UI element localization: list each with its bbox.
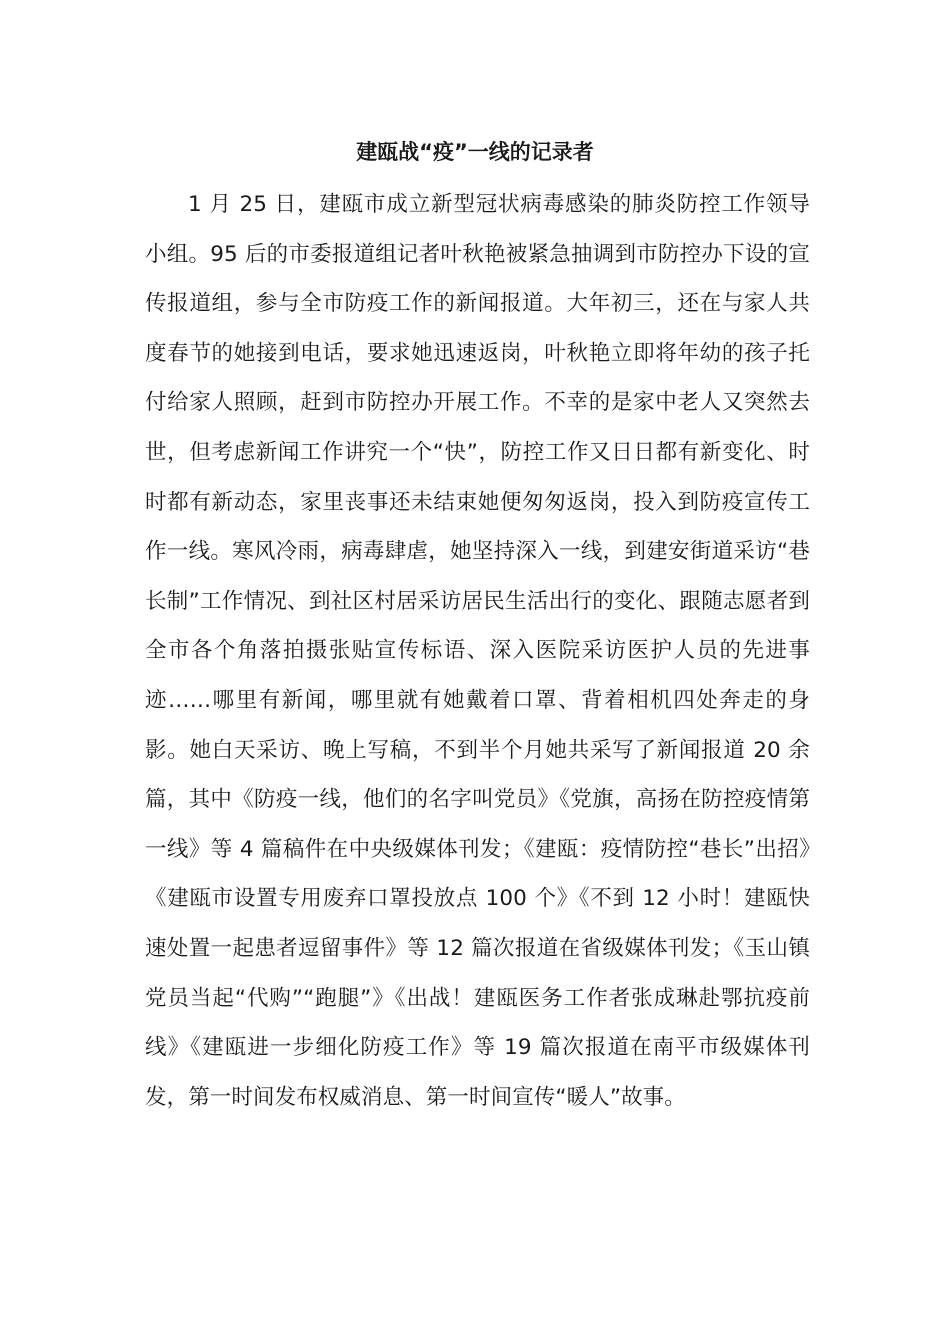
document-title: 建瓯战“疫”一线的记录者 <box>356 140 594 164</box>
body-paragraph: 1 月 25 日，建瓯市成立新型冠状病毒感染的肺炎防控工作领导小组。95 后的市委报道组记者叶秋艳被紧急抽调到市防控办下设的宣传报道组，参与全市防疫工作的新闻报道。大年初三，还在与家人共度春节的她接到电话，要求她迅速返岗，叶秋艳立即将年幼的孩子托付给家人照顾，赶到市防控办开展工作。不幸的是家中老人又突然去世，但考虑新闻工作讲究一个“快”，防控工作又日日都有新变化、时时都有新动态，家里丧事还未结束她便匆匆返岗，投入到防疫宣传工作一线。寒风冷雨，病毒肆虐，她坚持深入一线，到建安街道采访“巷长制”工作情况、到社区村居采访居民生活出行的变化、跟随志愿者到全市各个角落拍摄张贴宣传标语、深入医院采访医护人员的先进事迹……哪里有新闻，哪里就有她戴着口罩、背着相机四处奔走的身影。她白天采访、晚上写稿，不到半个月她共采写了新闻报道 20 余篇，其中《防疫一线，他们的名字叫党员》《党旗，高扬在防控疫情第一线》等 4 篇稿件在中央级媒体刊发；《建瓯：疫情防控“巷长”出招》《建瓯市设置专用废弃口罩投放点 100 个》《不到 12 小时！建瓯快速处置一起患者逗留事件》等 12 篇次报道在省级媒体刊发；《玉山镇党员当起“代购”“跑腿”》《出战！建瓯医务工作者张成琳赴鄂抗疫前线》《建瓯进一步细化防疫工作》等 19 篇次报道在南平市级媒体刊发，第一时间发布权威消息、第一时间宣传“暖人”故事。 <box>145 192 810 1110</box>
